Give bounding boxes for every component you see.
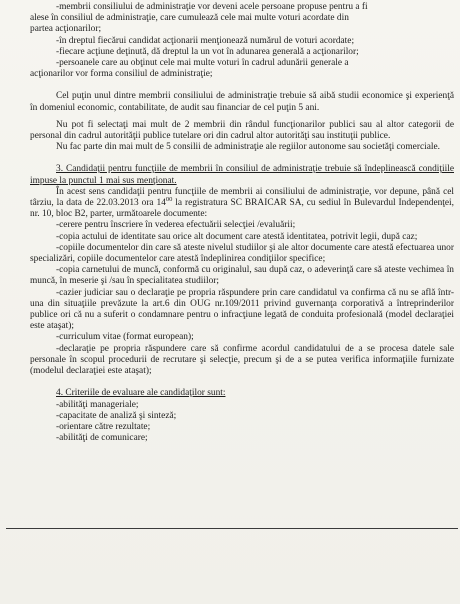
paragraph-studies-requirement: Cel puţin unul dintre membrii consiliului de administraţie trebuie să aibă studii economice şi experienţă în domeniul economic, contabilitate, de audit sau financiar de cel puţin 5 ani. bbox=[30, 91, 454, 113]
document-item: -cazier judiciar sau o declaraţie pe propria răspundere prin care candidatul va confirma că nu se află într-una din situaţiile prevăzute la art.6 din OUG nr.109/2011 privind guvernanţa corporativă a întreprinderilor publice ori că nu a suferit o condamnare pentru o infracţiune legată de conduita profesională (model declaraţiei este ataşat); bbox=[30, 287, 454, 332]
document-item: -declaraţie pe propria răspundere care să confirme acordul candidatului de a se procesa datele sale personale în scopul procedurii de recrutare şi selecţie, precum şi de a se putea verifica informaţiile furnizate (modelul declaraţiei este ataşat); bbox=[30, 343, 454, 377]
criterion-item: -orientare către rezultate; bbox=[56, 421, 151, 432]
time-superscript: 00 bbox=[165, 195, 173, 203]
criterion-item: -abilităţi manageriale; bbox=[56, 399, 139, 410]
document-item: -copia carnetului de muncă, conformă cu originalul, sau după caz, o adeverinţă care să ateste vechimea în muncă, în meserie şi /sau în specialitatea studiilor; bbox=[30, 265, 454, 287]
text-line: acţionarilor vor forma consiliul de administraţie; bbox=[30, 69, 213, 80]
document-item: -copia actului de identitate sau orice alt document care atestă identitatea, potrivit legii, după caz; bbox=[56, 231, 418, 242]
criterion-item: -capacitate de analiză şi sinteză; bbox=[56, 410, 177, 421]
section-4-heading: 4. Criteriile de evaluare ale candidaţilor sunt: bbox=[56, 388, 226, 399]
scan-fold-line bbox=[6, 528, 458, 529]
section-3-intro: În acest sens candidaţii pentru funcţiile de membrii ai consiliului de administraţie, vor depune, până cel târziu, la data de 22.03.2013 ora $14^{00}$ la registratura SC BRAICAR SA, cu sediul în Bulevardul Independenţei, nr. 10, bloc B2, parter, următoarele documente: bbox=[30, 186, 455, 220]
section-3-heading: 3. Candidaţii pentru funcţiile de membrii în consiliul de administraţie trebuie să îndeplinească condiţiile impuse la punctul 1 mai sus menţionat. bbox=[30, 164, 454, 186]
paragraph-boards-limit: Nu fac parte din mai mult de 5 consilii de administraţie ale regiilor autonome sau societăţi comerciale. bbox=[56, 142, 440, 153]
text-line: -fiecare acţiune deţinută, dă dreptul la un vot în adunarea generală a acţionarilor; bbox=[56, 46, 359, 57]
text-line: -membrii consiliului de administraţie vor deveni acele persoane propuse pentru a fi bbox=[56, 2, 368, 12]
text-line: partea acţionarilor; bbox=[30, 24, 102, 35]
document-item: -curriculum vitae (format european); bbox=[56, 332, 194, 343]
criterion-item: -abilităţi de comunicare; bbox=[56, 433, 148, 444]
document-body bbox=[30, 2, 454, 444]
paragraph-civil-servants-limit: Nu pot fi selectaţi mai mult de 2 membrii din rândul funcţionarilor publici sau al altor categorii de personal din cadrul autorităţii publice tutelare ori din cadrul altor autorităţi sau instituţii publice. bbox=[30, 119, 454, 142]
text-line: -persoanele care au obţinut cele mai multe voturi în cadrul adunării generale a bbox=[56, 58, 349, 69]
document-item: -cerere pentru înscriere în vederea efectuării selecţiei /evaluării; bbox=[56, 220, 296, 231]
text-line: alese în consiliul de administraţie, care cumulează cele mai multe voturi acordate din bbox=[30, 13, 349, 24]
text-line: -în dreptul fiecărui candidat acţionarii menţionează numărul de voturi acordate; bbox=[56, 35, 355, 46]
document-item: -copiile documentelor din care să ateste nivelul studiilor şi ale altor documente care atestă efectuarea unor specializări, copiile documentelor care atestă îndeplinirea condiţiilor specifice; bbox=[30, 242, 454, 265]
